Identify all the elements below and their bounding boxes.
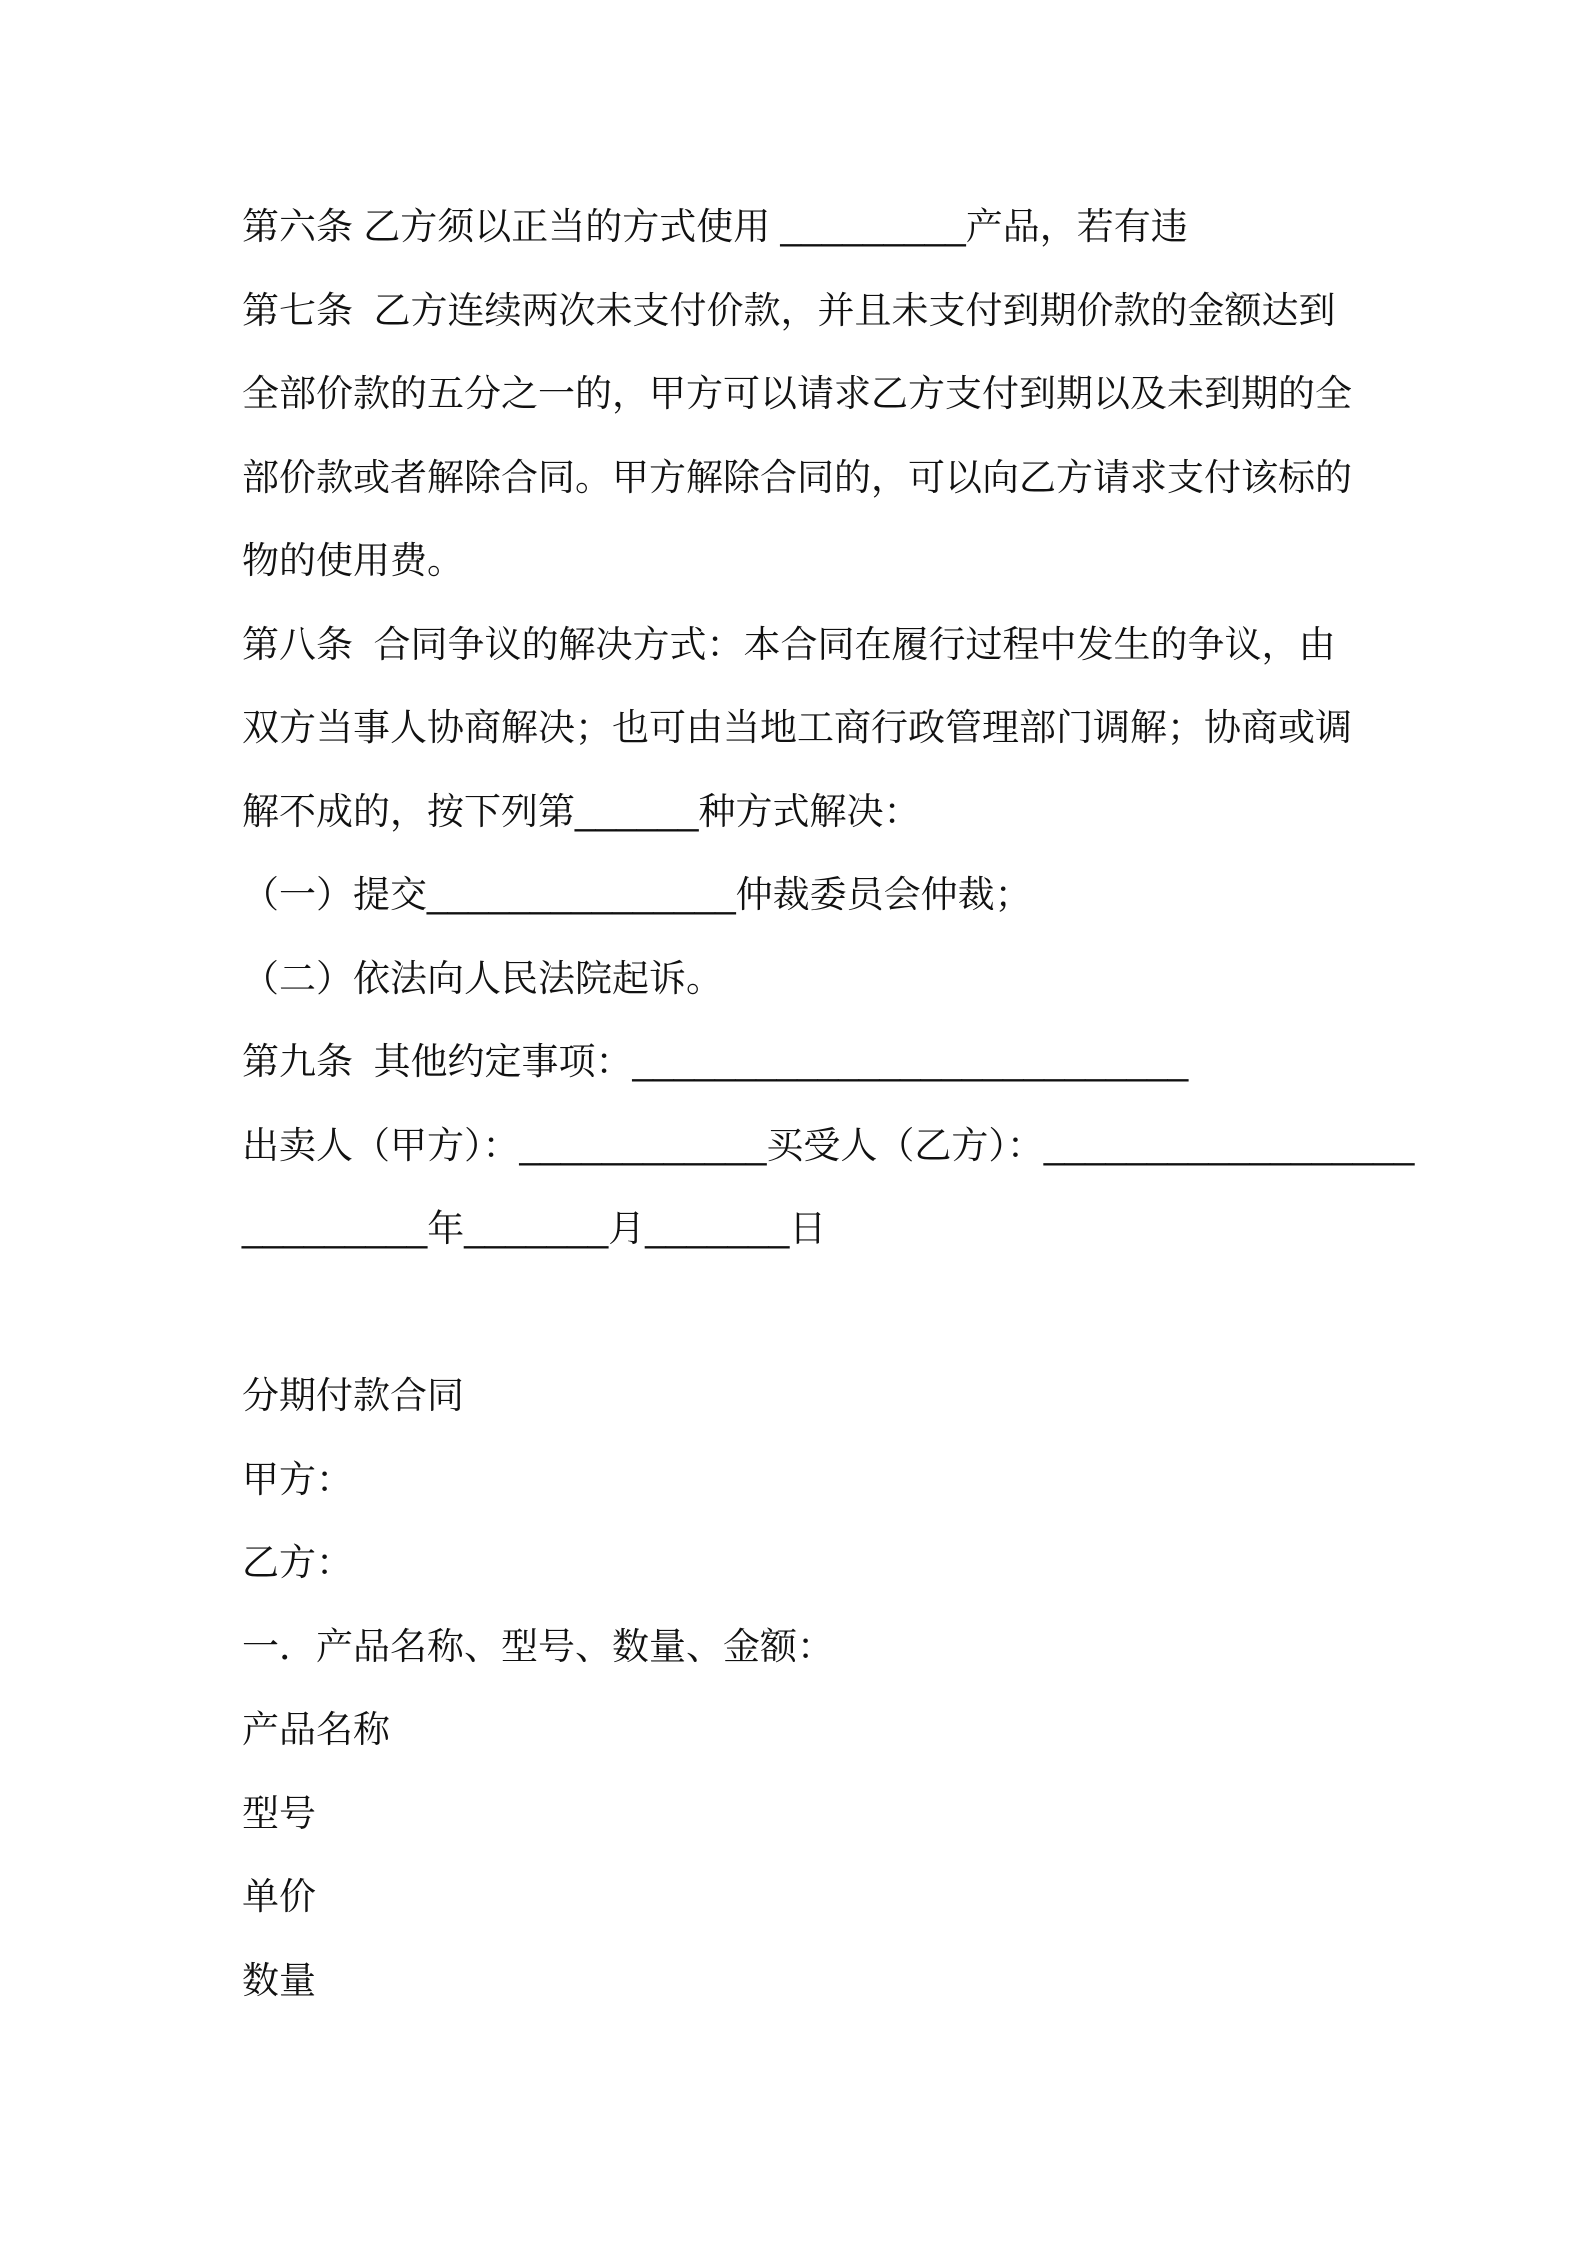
- clause-8-line: 第八条 合同争议的解决方式：本合同在履行过程中发生的争议，由: [242, 623, 1336, 665]
- clause-7-line: 第七条 乙方连续两次未支付价款，并且未支付到期价款的金额达到: [242, 289, 1336, 331]
- document-page: [242, 185, 1415, 2022]
- clause-8-line: 解不成的，按下列第______种方式解决：: [242, 790, 921, 832]
- contract-title: 分期付款合同: [242, 1375, 464, 1416]
- clause-6: 第六条 乙方须以正当的方式使用 _________产品，若有违: [242, 206, 1188, 247]
- clause-9: 第九条 其他约定事项：___________________________: [242, 1041, 1189, 1082]
- field-model: 型号: [242, 1792, 316, 1834]
- party-b-label: 乙方：: [242, 1542, 353, 1583]
- field-unit-price: 单价: [242, 1876, 316, 1917]
- party-a-label: 甲方：: [242, 1458, 353, 1500]
- date-line: _________年_______月_______日: [242, 1208, 827, 1249]
- clause-7-line: 部价款或者解除合同。甲方解除合同的，可以向乙方请求支付该标的: [242, 456, 1352, 498]
- clause-8-option-lawsuit: （二）依法向人民法院起诉。: [242, 957, 723, 999]
- section-spacer: [242, 1271, 1362, 1355]
- clause-7-line: 全部价款的五分之一的，甲方可以请求乙方支付到期以及未到期的全: [242, 373, 1352, 414]
- signature-line: 出卖人（甲方）：____________买受人（乙方）：__________________: [242, 1124, 1415, 1166]
- section-1-heading: 一．产品名称、型号、数量、金额：: [242, 1625, 834, 1667]
- clause-7-line: 物的使用费。: [242, 540, 464, 581]
- clause-8-option-arbitration: （一）提交_______________仲裁委员会仲裁；: [242, 874, 1032, 915]
- field-quantity: 数量: [242, 1959, 316, 2001]
- clause-8-line: 双方当事人协商解决；也可由当地工商行政管理部门调解；协商或调: [242, 707, 1352, 748]
- field-product-name: 产品名称: [242, 1709, 390, 1750]
